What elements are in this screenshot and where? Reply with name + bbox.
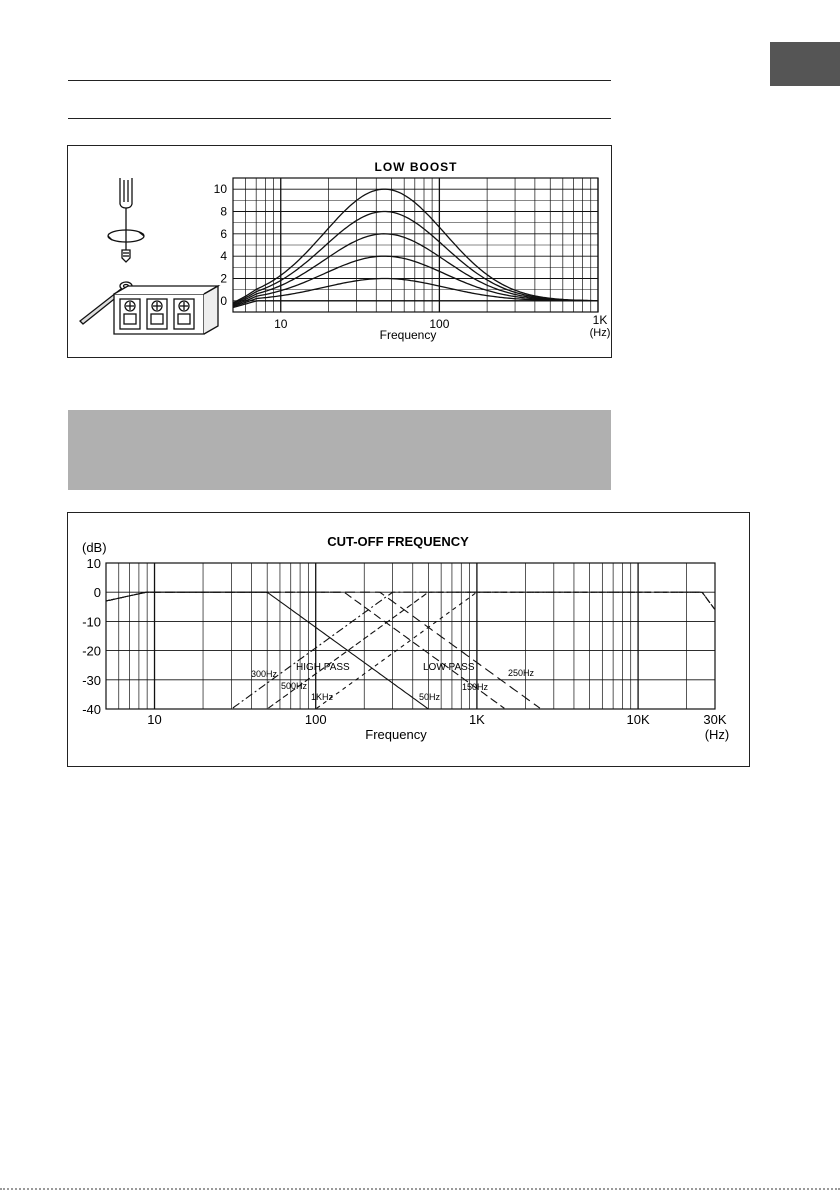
x-unit-label: (Hz) — [589, 327, 611, 339]
low-boost-title: LOW BOOST — [374, 160, 458, 174]
section-banner — [68, 410, 611, 490]
header-rule-bottom — [68, 118, 611, 119]
low-boost-x-axis-label: Frequency — [379, 328, 437, 342]
low-boost-svg — [68, 146, 613, 359]
cutoff-y-ticks — [82, 556, 101, 717]
y-tick-label: 10 — [213, 182, 227, 197]
y-tick-label: -30 — [82, 672, 101, 688]
y-tick-label: -20 — [82, 643, 101, 659]
screwdriver-terminal-illustration — [80, 178, 218, 334]
cutoff-x-axis-label: Frequency — [365, 727, 427, 742]
hp-300hz-label: 300Hz — [251, 669, 278, 679]
y-tick-label: -10 — [82, 614, 101, 630]
x-tick-label: 30K — [703, 712, 727, 727]
y-tick-label: -40 — [82, 702, 101, 717]
x-tick-label-100: 100 — [429, 317, 450, 331]
y-tick-label: 4 — [220, 249, 227, 264]
y-tick-label: 6 — [220, 226, 227, 241]
y-tick-label: 0 — [93, 585, 101, 601]
cutoff-x-ticks — [147, 712, 727, 727]
y-tick-label: 2 — [220, 271, 227, 286]
header-rule-top — [68, 80, 611, 81]
x-tick-label: 100 — [304, 712, 327, 727]
low-pass-label: LOW PASS — [423, 662, 475, 673]
y-tick-label: 0 — [220, 293, 227, 308]
cutoff-svg — [68, 513, 751, 768]
cutoff-y-unit: (dB) — [82, 540, 107, 555]
y-tick-label: 10 — [86, 556, 101, 571]
low-boost-panel — [67, 145, 612, 358]
lp-50hz-label: 50Hz — [419, 692, 441, 702]
lp-250hz-label: 250Hz — [508, 668, 535, 678]
x-tick-label-10: 10 — [274, 317, 288, 331]
x-tick-label: 1K — [468, 712, 485, 727]
series-line-10db — [233, 189, 598, 303]
page-bottom-dotted-rule — [0, 1188, 840, 1190]
hp-500hz-label: 500Hz — [281, 681, 308, 691]
x-tick-label: 10K — [626, 712, 650, 727]
high-pass-label: HIGH PASS — [296, 662, 350, 673]
section-tab-marker — [770, 42, 840, 86]
lp-150hz-label: 150Hz — [462, 682, 489, 692]
x-tick-label: 10 — [147, 712, 162, 727]
cutoff-title: CUT-OFF FREQUENCY — [327, 534, 469, 549]
cutoff-panel — [67, 512, 750, 767]
cutoff-grid — [106, 563, 715, 709]
series-line-0db — [233, 301, 598, 308]
plot-frame — [106, 563, 715, 709]
cutoff-x-unit: (Hz) — [704, 727, 730, 742]
hp-1khz-label: 1KHz — [311, 692, 334, 702]
x-tick-label-1k: 1K — [592, 313, 608, 327]
low-boost-grid — [233, 178, 598, 312]
y-tick-label: 8 — [220, 204, 227, 219]
